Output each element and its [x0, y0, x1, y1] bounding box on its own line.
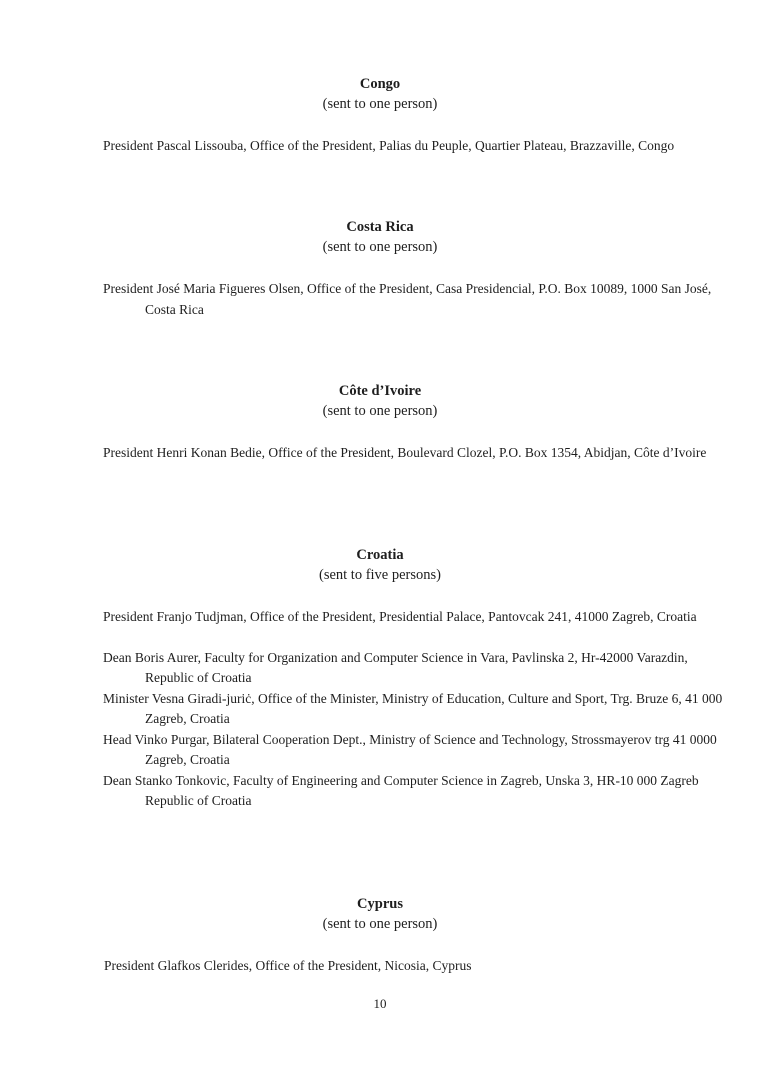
- section-cyprus: [0, 894, 760, 934]
- recipient-entry: President Henri Konan Bedie, Office of the President, Boulevard Clozel, P.O. Box 1354, Abidjan, Côte d’Ivoire: [103, 445, 707, 460]
- recipient-entry: Dean Boris Aurer, Faculty for Organization and Computer Science in Vara, Pavlinska 2, Hr-42000 Varazdin, Republic of Croatia: [103, 649, 688, 685]
- country-heading: Costa Rica: [346, 219, 414, 235]
- recipient-list-cyprus: [104, 956, 729, 977]
- country-heading: Cyprus: [357, 896, 403, 912]
- section-costa-rica: [0, 217, 760, 257]
- recipient-count: (sent to one person): [322, 239, 438, 255]
- country-heading: Congo: [359, 76, 401, 92]
- recipient-list-costa-rica: [103, 279, 728, 320]
- recipient-entry: Head Vinko Purgar, Bilateral Cooperation Dept., Ministry of Science and Technology, Strossmayerov trg 41 0000 Zagreb, Croatia: [103, 731, 717, 767]
- recipient-entry: President José Maria Figueres Olsen, Office of the President, Casa Presidencial, P.O. Box 10089, 1000 San José, Costa Rica: [103, 281, 712, 317]
- page-number: 10: [373, 996, 387, 1011]
- country-heading: Côte d’Ivoire: [338, 383, 422, 399]
- section-croatia: [0, 545, 760, 585]
- recipient-entry: President Pascal Lissouba, Office of the President, Palias du Peuple, Quartier Plateau, Brazzaville, Congo: [103, 138, 675, 153]
- recipient-entry: Dean Stanko Tonkovic, Faculty of Engineering and Computer Science in Zagreb, Unska 3, HR-10 000 Zagreb Republic of Croatia: [103, 772, 699, 808]
- section-congo: [0, 74, 760, 114]
- section-cote-divoire: [0, 381, 760, 421]
- recipient-list-croatia: [103, 607, 728, 812]
- recipient-list-congo: [103, 136, 728, 157]
- recipient-count: (sent to one person): [322, 916, 438, 932]
- recipient-entry: President Franjo Tudjman, Office of the President, Presidential Palace, Pantovcak 241, 41000 Zagreb, Croatia: [103, 609, 697, 624]
- recipient-entry: President Glafkos Clerides, Office of the President, Nicosia, Cyprus: [104, 958, 472, 973]
- recipient-count: (sent to one person): [322, 403, 438, 419]
- recipient-count: (sent to one person): [322, 96, 438, 112]
- recipient-list-cote-divoire: [103, 443, 728, 464]
- recipient-count: (sent to five persons): [318, 567, 441, 583]
- recipient-entry: Minister Vesna Giradi-juriċ, Office of the Minister, Ministry of Education, Culture and Sport, Trg. Bruze 6, 41 000 Zagreb, Croatia: [103, 690, 723, 726]
- country-heading: Croatia: [356, 547, 404, 563]
